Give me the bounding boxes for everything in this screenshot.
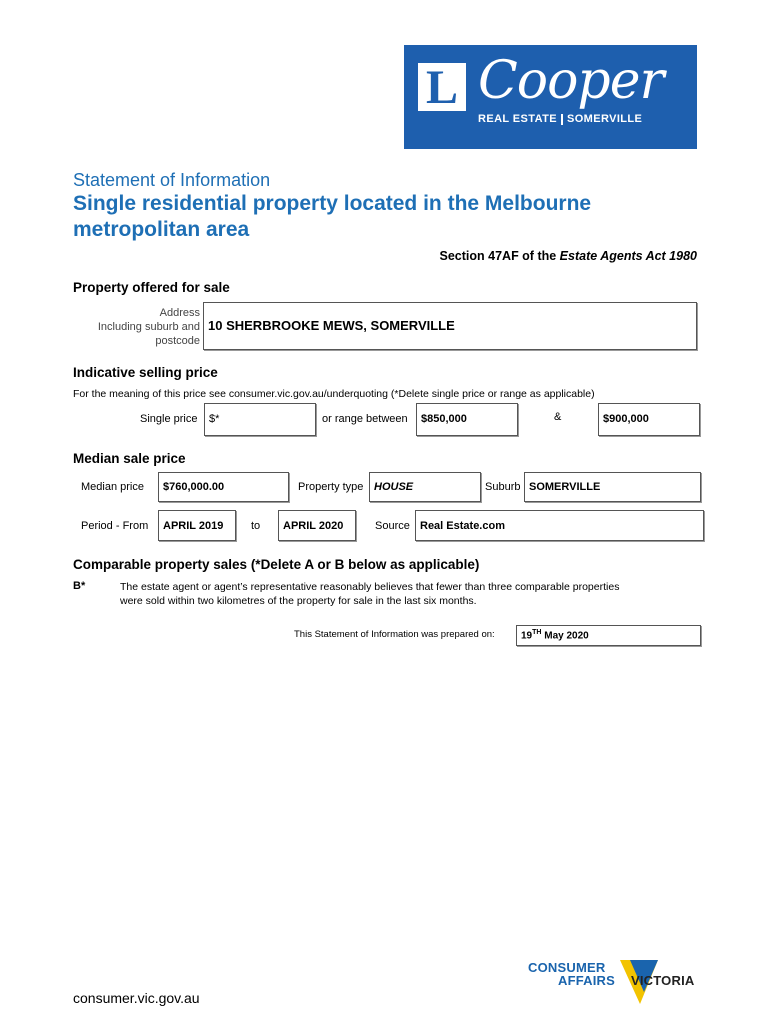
ca-line2: AFFAIRS xyxy=(558,973,616,988)
address-value: 10 SHERBROOKE MEWS, SOMERVILLE xyxy=(208,318,455,333)
suburb-field[interactable] xyxy=(524,472,701,502)
indicative-heading: Indicative selling price xyxy=(73,365,218,380)
source-label: Source xyxy=(375,520,410,532)
ca-line1: CONSUMER xyxy=(528,960,606,975)
source-value: Real Estate.com xyxy=(420,520,505,532)
comparable-marker: B* xyxy=(73,580,86,592)
range-label: or range between xyxy=(322,413,408,425)
range-high-field[interactable] xyxy=(598,403,700,436)
comparable-text-1: The estate agent or agent’s representative reasonably believes that fewer than three comparable properties xyxy=(120,581,620,593)
single-price-value: $* xyxy=(209,413,220,425)
period-to-label: to xyxy=(251,520,261,532)
logo-subtitle xyxy=(478,113,684,125)
period-to-field[interactable] xyxy=(278,510,356,541)
range-low-value: $850,000 xyxy=(421,413,467,425)
document-kicker: Statement of Information xyxy=(73,170,271,190)
median-heading: Median sale price xyxy=(73,451,186,466)
comparable-text-2: were sold within two kilometres of the property for sale in the last six months. xyxy=(120,595,477,607)
suburb-value: SOMERVILLE xyxy=(529,481,601,493)
logo-letter: L xyxy=(418,63,466,111)
property-type-label: Property type xyxy=(298,481,364,493)
comparable-text xyxy=(120,580,619,608)
median-price-value: $760,000.00 xyxy=(163,481,225,493)
ca-victoria: VICTORIA xyxy=(631,973,695,988)
period-from-field[interactable] xyxy=(158,510,236,541)
property-type-field[interactable] xyxy=(369,472,481,502)
comparable-heading: Comparable property sales (*Delete A or B below as applicable) xyxy=(73,557,480,572)
period-to-value: APRIL 2020 xyxy=(283,520,344,532)
consumer-affairs-logo xyxy=(528,960,703,1004)
indicative-note: For the meaning of this price see consumer.vic.gov.au/underquoting (*Delete single price or range as applicable) xyxy=(73,388,595,400)
median-price-field[interactable] xyxy=(158,472,289,502)
address-label xyxy=(98,306,200,348)
property-heading: Property offered for sale xyxy=(73,280,230,295)
section-act: Estate Agents Act 1980 xyxy=(559,249,697,263)
range-low-field[interactable] xyxy=(416,403,518,436)
range-high-value: $900,000 xyxy=(603,413,649,425)
section-reference xyxy=(440,249,697,263)
suburb-label: Suburb xyxy=(485,481,521,493)
period-from-value: APRIL 2019 xyxy=(163,520,224,532)
section-prefix: Section 47AF of the xyxy=(439,249,560,263)
property-type-value: HOUSE xyxy=(374,481,414,493)
footer-website: consumer.vic.gov.au xyxy=(73,990,200,1006)
document-title: Single residential property located in the Melbourne metropolitan area xyxy=(73,192,592,241)
logo-line1: REAL ESTATE xyxy=(478,113,557,125)
prepared-day: 19 xyxy=(521,630,533,642)
logo-line2: SOMERVILLE xyxy=(566,113,643,125)
address-field[interactable] xyxy=(203,302,697,350)
prepared-suffix: TH xyxy=(532,629,542,636)
median-price-label: Median price xyxy=(81,481,144,493)
single-price-label: Single price xyxy=(140,413,198,425)
logo-brand: Cooper xyxy=(478,51,664,111)
source-field[interactable] xyxy=(415,510,704,541)
single-price-field[interactable] xyxy=(204,403,316,436)
prepared-date-field[interactable] xyxy=(516,625,701,646)
range-ampersand: & xyxy=(554,411,562,423)
address-label-3: postcode xyxy=(155,335,200,347)
address-label-2: Including suburb and xyxy=(97,321,200,333)
period-from-label: Period - From xyxy=(81,520,149,532)
prepared-date-value xyxy=(521,629,589,641)
prepared-label: This Statement of Information was prepared on: xyxy=(294,629,495,640)
agency-logo xyxy=(404,45,697,149)
address-label-1: Address xyxy=(159,307,200,319)
prepared-rest: May 2020 xyxy=(541,630,589,642)
